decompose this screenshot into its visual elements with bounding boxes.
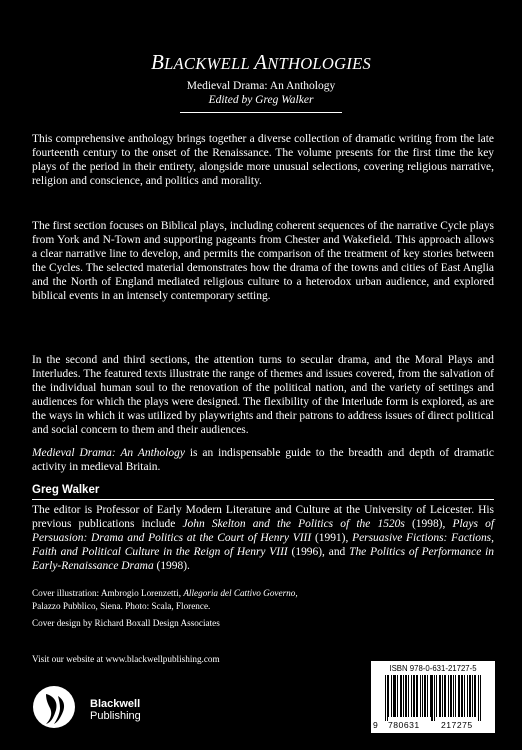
- publisher-name-line-2: Publishing: [90, 710, 141, 722]
- title-divider: [180, 112, 342, 113]
- cover-location-credit: Palazzo Pubblico, Siena. Photo: Scala, Florence.: [32, 601, 211, 611]
- cover-design-credit: Cover design by Richard Boxall Design Associates: [32, 618, 220, 628]
- cover-credit-prefix: Cover illustration: Ambrogio Lorenzetti,: [32, 588, 184, 598]
- description-paragraph-2: The first section focuses on Biblical plays, including coherent sequences of the narrative Cycle plays from York and N-Town and supporting pageants from Chester and Wakefield. This approach allows a clear narrative line to develop, and permits the comparison of the treatment of key stories between the Cycles. The selected material demonstrates how the drama of the towns and cities of East Anglia and the North of England mediated religious culture to a heterodox urban audience, and explored biblical events in an intensely contemporary setting.: [32, 220, 494, 303]
- book-title-italic: Medieval Drama: An Anthology: [32, 447, 185, 459]
- publisher-logo: [32, 684, 142, 730]
- series-title: [0, 50, 522, 75]
- barcode-digit-first: 9: [373, 720, 379, 730]
- website-line: Visit our website at www.blackwellpublishing.com: [32, 654, 220, 664]
- description-paragraph-4: [32, 446, 494, 474]
- description-paragraph-3: In the second and third sections, the attention turns to secular drama, and the Moral Plays and Interludes. The featured texts illustrate the range of themes and issues covered, from the salvation of the individual human soul to the renovation of the political nation, and the variety of settings and audiences for which the plays were designed. The flexibility of the Interlude form is explored, as are the ways in which it was utilized by playwrights and their patrons to address issues of direct political and social concern to them and their audiences.: [32, 354, 494, 437]
- bio-text-4: (1996), and: [287, 546, 350, 559]
- bio-work-2: Plays of Persuasion: Drama and Politics at the Court of Henry VIII: [32, 518, 494, 545]
- author-heading: Greg Walker: [32, 484, 100, 496]
- bio-text-3: (1991),: [311, 532, 353, 545]
- publisher-name-line-1: Blackwell: [90, 698, 141, 710]
- series-initial-a: A: [254, 50, 268, 74]
- series-initial-b: B: [150, 50, 165, 74]
- isbn-barcode: [371, 661, 495, 733]
- barcode-digits-right: 217275: [441, 720, 473, 730]
- editor-line: Edited by Greg Walker: [208, 94, 314, 106]
- publisher-name: [90, 698, 141, 722]
- bio-work-1: John Skelton and the Politics of the 1520s: [182, 518, 405, 531]
- isbn-label: ISBN 978-0-631-21727-5: [389, 664, 477, 673]
- paragraph-4-text: is an indispensable guide to the breadth and depth of dramatic activity in medieval Britain.: [32, 447, 494, 474]
- bio-work-3: Persuasive Fictions: Factions, Faith and Political Culture in the Reign of Henry VIII: [32, 532, 494, 559]
- bio-text-2: (1998),: [404, 518, 453, 531]
- series-rest-2: NTHOLOGIES: [267, 54, 372, 73]
- author-divider: [32, 499, 494, 500]
- blackwell-logo-icon: [32, 684, 84, 730]
- cover-credit-work: Allegoria del Cattivo Governo,: [183, 588, 298, 598]
- bio-text-1: The editor is Professor of Early Modern Literature and Culture at the University of Leicester. His previous publications include: [32, 504, 494, 531]
- description-paragraph-1: This comprehensive anthology brings together a diverse collection of dramatic writing from the late fourteenth century to the onset of the Renaissance. The volume presents for the first time the key plays of the period in their entirety, alongside more unusual selections, covering religious narrative, religion and conscience, and politics and morality.: [32, 133, 494, 188]
- author-bio: [32, 503, 494, 573]
- series-rest-1: LACKWELL: [164, 54, 255, 73]
- book-subtitle: Medieval Drama: An Anthology: [186, 80, 336, 92]
- barcode-icon: [379, 675, 487, 721]
- barcode-digits-left: 780631: [388, 720, 420, 730]
- bio-text-5: (1998).: [153, 560, 190, 573]
- cover-illustration-credit: [32, 587, 298, 599]
- bio-work-4: The Politics of Performance in Early-Renaissance Drama: [32, 546, 495, 573]
